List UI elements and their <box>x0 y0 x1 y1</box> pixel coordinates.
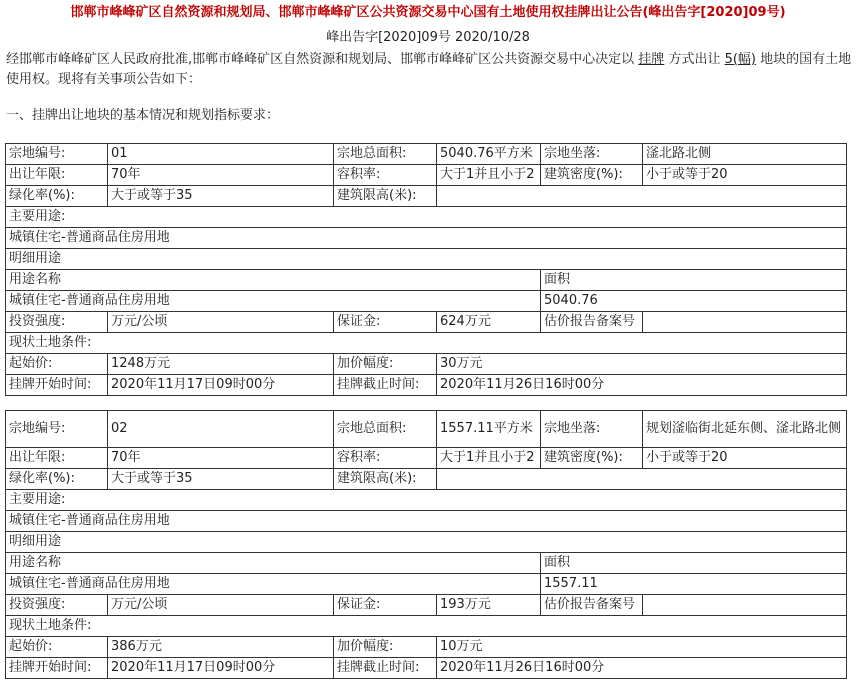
table-row <box>6 375 847 396</box>
use-area-value: 1557.11 <box>541 574 847 595</box>
label-increment: 加价幅度: <box>334 637 437 658</box>
table-row <box>6 354 847 375</box>
table-row <box>6 291 847 312</box>
use-name-value: 城镇住宅-普通商品住房用地 <box>6 574 541 595</box>
label-start-price: 起始价: <box>6 637 108 658</box>
label-location: 宗地坐落: <box>541 144 643 165</box>
use-name-value: 城镇住宅-普通商品住房用地 <box>6 291 541 312</box>
green-value: 大于或等于35 <box>108 186 334 207</box>
green-value: 大于或等于35 <box>108 469 334 490</box>
density-value: 小于或等于20 <box>643 165 847 186</box>
label-height: 建筑限高(米): <box>334 469 437 490</box>
term-value: 70年 <box>108 448 334 469</box>
label-term: 出让年限: <box>6 448 108 469</box>
label-green: 绿化率(%): <box>6 186 108 207</box>
invest-value: 万元/公顷 <box>108 595 334 616</box>
intro-text-3: 地块的国有土地使用权。现将有关事项公告如下： <box>6 52 852 87</box>
appraisal-value <box>643 595 847 616</box>
density-value: 小于或等于20 <box>643 448 847 469</box>
table-row <box>6 532 847 553</box>
parcel-table-1 <box>5 143 847 396</box>
label-use-name: 用途名称 <box>6 270 541 291</box>
increment-value: 30万元 <box>437 354 847 375</box>
label-end-time: 挂牌截止时间: <box>334 658 437 679</box>
main-use-value: 城镇住宅-普通商品住房用地 <box>6 228 847 249</box>
label-deposit: 保证金: <box>334 312 437 333</box>
height-value <box>437 186 847 207</box>
label-parcel-no: 宗地编号: <box>6 411 108 448</box>
label-height: 建筑限高(米): <box>334 186 437 207</box>
label-start-price: 起始价: <box>6 354 108 375</box>
far-value: 大于1并且小于2 <box>437 165 541 186</box>
total-area-value: 5040.76平方米 <box>437 144 541 165</box>
start-time-value: 2020年11月17日09时00分 <box>108 375 334 396</box>
table-row <box>6 511 847 532</box>
label-green: 绿化率(%): <box>6 469 108 490</box>
table-row <box>6 616 847 637</box>
location-value: 滏北路北侧 <box>643 144 847 165</box>
label-density: 建筑密度(%): <box>541 448 643 469</box>
label-status: 现状土地条件: <box>6 616 847 637</box>
end-time-value: 2020年11月26日16时00分 <box>437 375 847 396</box>
term-value: 70年 <box>108 165 334 186</box>
start-price-value: 386万元 <box>108 637 334 658</box>
intro-text-1: 经邯郸市峰峰矿区人民政府批准,邯郸市峰峰矿区自然资源和规划局、邯郸市峰峰矿区公共资源交易中心决定以 <box>6 52 635 67</box>
label-increment: 加价幅度: <box>334 354 437 375</box>
location-value: 规划滏临街北延东侧、滏北路北侧 <box>643 411 847 448</box>
label-location: 宗地坐落: <box>541 411 643 448</box>
total-area-value: 1557.11平方米 <box>437 411 541 448</box>
label-main-use: 主要用途: <box>6 207 847 228</box>
label-deposit: 保证金: <box>334 595 437 616</box>
main-use-value: 城镇住宅-普通商品住房用地 <box>6 511 847 532</box>
label-area: 面积 <box>541 270 847 291</box>
label-end-time: 挂牌截止时间: <box>334 375 437 396</box>
label-density: 建筑密度(%): <box>541 165 643 186</box>
section-heading: 一、挂牌出让地块的基本情况和规划指标要求： <box>6 108 280 123</box>
table-row <box>6 144 847 165</box>
label-start-time: 挂牌开始时间: <box>6 658 108 679</box>
table-row <box>6 574 847 595</box>
deposit-value: 193万元 <box>437 595 541 616</box>
deposit-value: 624万元 <box>437 312 541 333</box>
notice-title: 邯郸市峰峰矿区自然资源和规划局、邯郸市峰峰矿区公共资源交易中心国有土地使用权挂牌出让公告(峰出告字[2020]09号) <box>70 5 786 20</box>
appraisal-value <box>643 312 847 333</box>
label-appraisal: 估价报告备案号 <box>541 595 643 616</box>
label-far: 容积率: <box>334 165 437 186</box>
label-appraisal: 估价报告备案号 <box>541 312 643 333</box>
label-detail-use: 明细用途 <box>6 532 847 553</box>
table-row <box>6 207 847 228</box>
label-use-name: 用途名称 <box>6 553 541 574</box>
label-main-use: 主要用途: <box>6 490 847 511</box>
label-term: 出让年限: <box>6 165 108 186</box>
label-total-area: 宗地总面积: <box>334 411 437 448</box>
label-far: 容积率: <box>334 448 437 469</box>
label-invest: 投资强度: <box>6 595 108 616</box>
intro-paragraph <box>6 50 852 90</box>
intro-text-2: 方式出让 <box>668 52 721 67</box>
table-row <box>6 658 847 679</box>
table-row <box>6 637 847 658</box>
parcel-number: 01 <box>108 144 334 165</box>
height-value <box>437 469 847 490</box>
invest-value: 万元/公顷 <box>108 312 334 333</box>
notice-subtitle: 峰出告字[2020]09号 2020/10/28 <box>326 30 530 45</box>
table-row <box>6 469 847 490</box>
label-area: 面积 <box>541 553 847 574</box>
table-row <box>6 595 847 616</box>
start-time-value: 2020年11月17日09时00分 <box>108 658 334 679</box>
label-start-time: 挂牌开始时间: <box>6 375 108 396</box>
table-row <box>6 312 847 333</box>
far-value: 大于1并且小于2 <box>437 448 541 469</box>
parcel-table-2 <box>5 410 847 679</box>
table-row <box>6 333 847 354</box>
increment-value: 10万元 <box>437 637 847 658</box>
table-row <box>6 270 847 291</box>
table-row <box>6 249 847 270</box>
table-row <box>6 186 847 207</box>
table-row <box>6 228 847 249</box>
table-row <box>6 411 847 448</box>
table-row <box>6 490 847 511</box>
label-total-area: 宗地总面积: <box>334 144 437 165</box>
use-area-value: 5040.76 <box>541 291 847 312</box>
transfer-method: 挂牌 <box>638 52 665 67</box>
label-invest: 投资强度: <box>6 312 108 333</box>
start-price-value: 1248万元 <box>108 354 334 375</box>
end-time-value: 2020年11月26日16时00分 <box>437 658 847 679</box>
parcel-count: 5(幅) <box>724 52 757 67</box>
label-parcel-no: 宗地编号: <box>6 144 108 165</box>
table-row <box>6 165 847 186</box>
parcel-number: 02 <box>108 411 334 448</box>
label-status: 现状土地条件: <box>6 333 847 354</box>
table-row <box>6 553 847 574</box>
table-row <box>6 448 847 469</box>
label-detail-use: 明细用途 <box>6 249 847 270</box>
